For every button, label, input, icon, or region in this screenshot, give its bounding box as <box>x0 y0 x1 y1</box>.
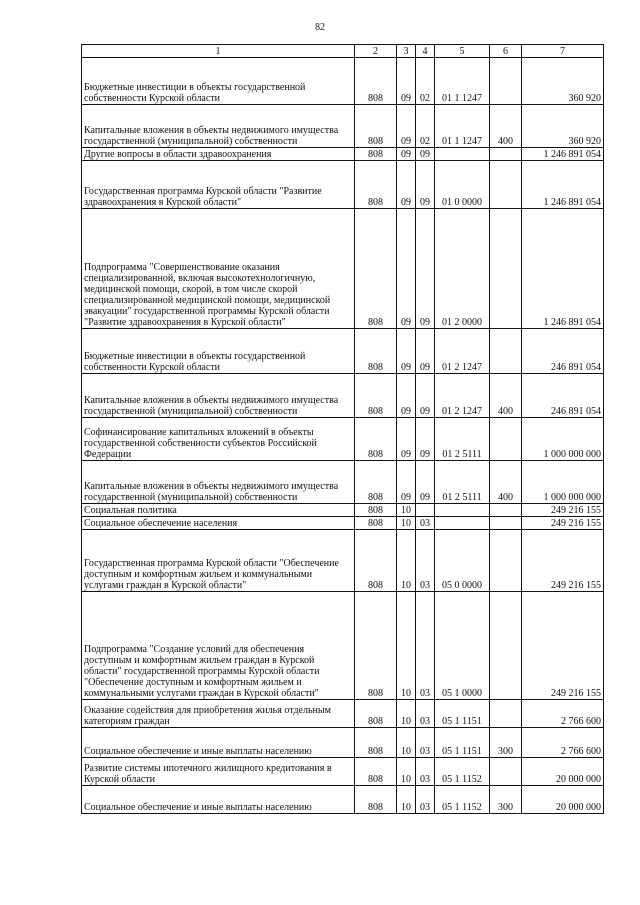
cell-section: 09 <box>397 58 416 105</box>
cell-subsection: 09 <box>416 418 435 461</box>
row-name: Подпрограмма "Создание условий для обеспечения доступным и комфортным жильем граждан в Курской области" государственной программы Курской области "Обеспечение доступным и комфортным жильем и коммунальными услугами граждан в Курской области" <box>82 592 355 700</box>
cell-section: 09 <box>397 209 416 329</box>
table-row <box>82 148 604 161</box>
cell-target: 01 2 5111 <box>435 461 490 504</box>
cell-section: 10 <box>397 786 416 814</box>
cell-ministry: 808 <box>355 329 397 374</box>
cell-section: 09 <box>397 161 416 209</box>
cell-amount: 2 766 600 <box>522 700 604 728</box>
cell-expense-type <box>490 700 522 728</box>
cell-section: 10 <box>397 517 416 530</box>
row-name: Бюджетные инвестиции в объекты государственной собственности Курской области <box>82 329 355 374</box>
header-cell: 2 <box>355 45 397 58</box>
table-row <box>82 758 604 786</box>
cell-subsection: 09 <box>416 148 435 161</box>
cell-ministry: 808 <box>355 161 397 209</box>
cell-subsection: 03 <box>416 700 435 728</box>
cell-target: 05 0 0000 <box>435 530 490 592</box>
cell-target: 01 2 1247 <box>435 374 490 418</box>
cell-ministry: 808 <box>355 758 397 786</box>
cell-expense-type <box>490 209 522 329</box>
cell-expense-type: 300 <box>490 728 522 758</box>
cell-target: 05 1 1151 <box>435 700 490 728</box>
cell-section: 09 <box>397 105 416 148</box>
table-row <box>82 418 604 461</box>
row-name: Государственная программа Курской области "Развитие здравоохранения в Курской области" <box>82 161 355 209</box>
cell-expense-type <box>490 329 522 374</box>
header-cell: 7 <box>522 45 604 58</box>
cell-amount: 246 891 054 <box>522 374 604 418</box>
cell-ministry: 808 <box>355 700 397 728</box>
cell-target <box>435 517 490 530</box>
cell-amount: 1 000 000 000 <box>522 418 604 461</box>
table-row <box>82 374 604 418</box>
cell-subsection: 03 <box>416 786 435 814</box>
cell-amount: 360 920 <box>522 58 604 105</box>
cell-expense-type: 300 <box>490 786 522 814</box>
cell-amount: 249 216 155 <box>522 504 604 517</box>
cell-subsection: 09 <box>416 461 435 504</box>
cell-target: 05 1 1152 <box>435 758 490 786</box>
cell-subsection: 09 <box>416 161 435 209</box>
cell-target: 05 1 1152 <box>435 786 490 814</box>
row-name: Социальная политика <box>82 504 355 517</box>
table-row <box>82 329 604 374</box>
cell-amount: 246 891 054 <box>522 329 604 374</box>
cell-ministry: 808 <box>355 105 397 148</box>
cell-subsection: 09 <box>416 374 435 418</box>
cell-ministry: 808 <box>355 530 397 592</box>
cell-section: 10 <box>397 530 416 592</box>
table-row <box>82 530 604 592</box>
table-row <box>82 209 604 329</box>
cell-expense-type: 400 <box>490 374 522 418</box>
row-name: Социальное обеспечение и иные выплаты населению <box>82 786 355 814</box>
cell-target: 01 2 5111 <box>435 418 490 461</box>
table-row <box>82 58 604 105</box>
cell-section: 10 <box>397 504 416 517</box>
cell-section: 09 <box>397 148 416 161</box>
header-cell: 5 <box>435 45 490 58</box>
cell-ministry: 808 <box>355 728 397 758</box>
table-row <box>82 161 604 209</box>
cell-ministry: 808 <box>355 504 397 517</box>
cell-subsection: 03 <box>416 530 435 592</box>
cell-ministry: 808 <box>355 592 397 700</box>
cell-target: 01 1 1247 <box>435 105 490 148</box>
cell-amount: 1 246 891 054 <box>522 148 604 161</box>
table-row <box>82 504 604 517</box>
cell-amount: 360 920 <box>522 105 604 148</box>
cell-expense-type <box>490 418 522 461</box>
cell-target <box>435 504 490 517</box>
cell-target: 01 1 1247 <box>435 58 490 105</box>
cell-expense-type <box>490 758 522 786</box>
cell-amount: 1 246 891 054 <box>522 209 604 329</box>
cell-ministry: 808 <box>355 461 397 504</box>
cell-ministry: 808 <box>355 58 397 105</box>
row-name: Развитие системы ипотечного жилищного кредитования в Курской области <box>82 758 355 786</box>
cell-subsection: 03 <box>416 728 435 758</box>
cell-expense-type: 400 <box>490 105 522 148</box>
row-name: Социальное обеспечение и иные выплаты населению <box>82 728 355 758</box>
cell-ministry: 808 <box>355 517 397 530</box>
cell-expense-type <box>490 592 522 700</box>
cell-amount: 249 216 155 <box>522 530 604 592</box>
cell-target: 01 0 0000 <box>435 161 490 209</box>
cell-expense-type <box>490 530 522 592</box>
cell-target: 05 1 0000 <box>435 592 490 700</box>
table-row <box>82 461 604 504</box>
cell-section: 10 <box>397 700 416 728</box>
cell-section: 10 <box>397 758 416 786</box>
table-row <box>82 105 604 148</box>
cell-amount: 1 246 891 054 <box>522 161 604 209</box>
cell-subsection: 03 <box>416 517 435 530</box>
cell-target: 05 1 1151 <box>435 728 490 758</box>
row-name: Подпрограмма "Совершенствование оказания специализированной, включая высокотехнологичную, медицинской помощи, скорой, в том числе скорой специализированной медицинской помощи, медицинской эвакуации" государственной программы Курской области "Развитие здравоохранения в Курской области" <box>82 209 355 329</box>
cell-section: 10 <box>397 592 416 700</box>
cell-subsection: 03 <box>416 592 435 700</box>
cell-ministry: 808 <box>355 209 397 329</box>
cell-expense-type <box>490 148 522 161</box>
row-name: Государственная программа Курской области "Обеспечение доступным и комфортным жильем и коммунальными услугами граждан в Курской области" <box>82 530 355 592</box>
row-name: Бюджетные инвестиции в объекты государственной собственности Курской области <box>82 58 355 105</box>
cell-target: 01 2 0000 <box>435 209 490 329</box>
cell-expense-type <box>490 517 522 530</box>
cell-target: 01 2 1247 <box>435 329 490 374</box>
cell-section: 09 <box>397 329 416 374</box>
page-number: 82 <box>315 22 325 33</box>
cell-expense-type <box>490 504 522 517</box>
cell-ministry: 808 <box>355 418 397 461</box>
header-cell: 6 <box>490 45 522 58</box>
cell-ministry: 808 <box>355 148 397 161</box>
header-row <box>82 45 604 58</box>
row-name: Софинансирование капитальных вложений в объекты государственной собственности субъектов Российской Федерации <box>82 418 355 461</box>
cell-ministry: 808 <box>355 786 397 814</box>
table-row <box>82 700 604 728</box>
cell-amount: 2 766 600 <box>522 728 604 758</box>
header-cell: 3 <box>397 45 416 58</box>
cell-section: 10 <box>397 728 416 758</box>
cell-section: 09 <box>397 374 416 418</box>
cell-amount: 1 000 000 000 <box>522 461 604 504</box>
cell-subsection: 02 <box>416 58 435 105</box>
cell-subsection: 09 <box>416 209 435 329</box>
cell-amount: 249 216 155 <box>522 517 604 530</box>
cell-expense-type <box>490 161 522 209</box>
cell-ministry: 808 <box>355 374 397 418</box>
cell-expense-type <box>490 58 522 105</box>
row-name: Капитальные вложения в объекты недвижимого имущества государственной (муниципальной) собственности <box>82 105 355 148</box>
row-name: Капитальные вложения в объекты недвижимого имущества государственной (муниципальной) собственности <box>82 461 355 504</box>
table-row <box>82 517 604 530</box>
cell-subsection: 09 <box>416 329 435 374</box>
cell-expense-type: 400 <box>490 461 522 504</box>
header-cell: 4 <box>416 45 435 58</box>
table-row <box>82 728 604 758</box>
header-cell: 1 <box>82 45 355 58</box>
cell-subsection <box>416 504 435 517</box>
row-name: Социальное обеспечение населения <box>82 517 355 530</box>
cell-amount: 249 216 155 <box>522 592 604 700</box>
cell-section: 09 <box>397 418 416 461</box>
cell-subsection: 02 <box>416 105 435 148</box>
row-name: Другие вопросы в области здравоохранения <box>82 148 355 161</box>
cell-amount: 20 000 000 <box>522 758 604 786</box>
table-row <box>82 786 604 814</box>
cell-target <box>435 148 490 161</box>
row-name: Капитальные вложения в объекты недвижимого имущества государственной (муниципальной) собственности <box>82 374 355 418</box>
cell-section: 09 <box>397 461 416 504</box>
cell-subsection: 03 <box>416 758 435 786</box>
cell-amount: 20 000 000 <box>522 786 604 814</box>
row-name: Оказание содействия для приобретения жилья отдельным категориям граждан <box>82 700 355 728</box>
table-row <box>82 592 604 700</box>
budget-table <box>81 44 604 814</box>
